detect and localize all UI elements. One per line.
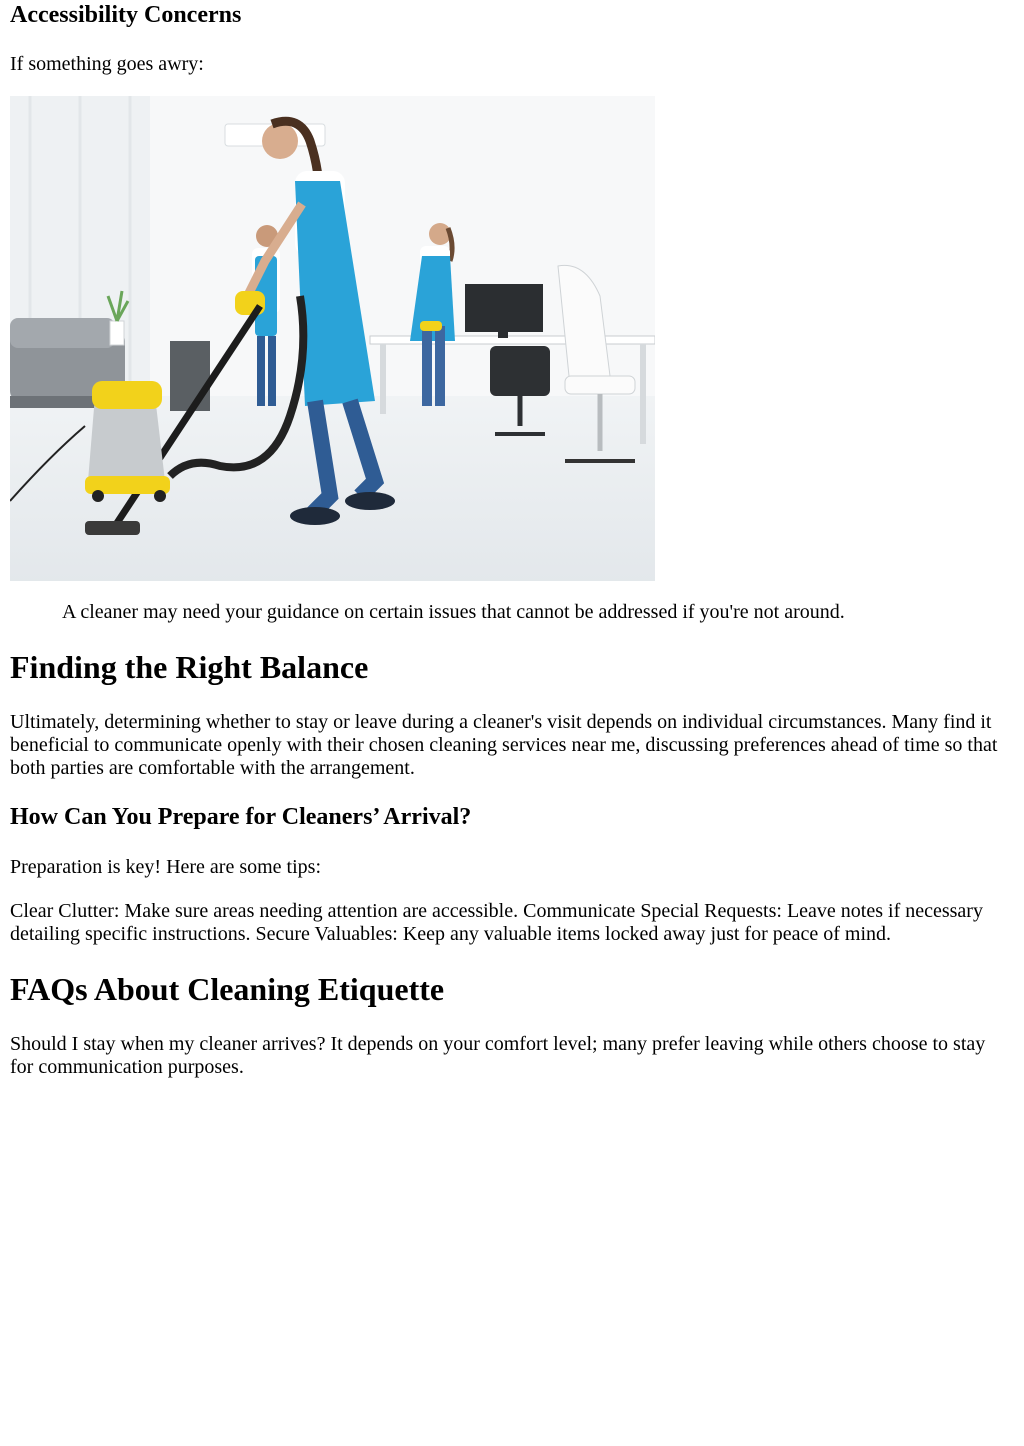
balance-heading: Finding the Right Balance xyxy=(10,649,369,685)
awry-paragraph: If something goes awry: xyxy=(10,53,204,75)
clutter-paragraph: Clear Clutter: Make sure areas needing attention are accessible. Communicate Special Requests: Leave notes if necessary detailing specific instructions. Secure Valuables: Keep any valuable items locked away just for peace of mind. xyxy=(10,900,983,945)
faq-heading: FAQs About Cleaning Etiquette xyxy=(10,971,445,1007)
accessibility-heading: Accessibility Concerns xyxy=(10,2,242,28)
balance-paragraph: Ultimately, determining whether to stay or leave during a cleaner's visit depends on individual circumstances. Many find it beneficial to communicate openly with their chosen cleaning services near me, discussing preferences ahead of time so that both parties are comfortable with the arrangement. xyxy=(10,711,998,779)
faq-paragraph: Should I stay when my cleaner arrives? It depends on your comfort level; many prefer leaving while others choose to stay for communication purposes. xyxy=(10,1033,986,1078)
office-cleaning-photo xyxy=(10,96,655,581)
tips-paragraph: Preparation is key! Here are some tips: xyxy=(10,856,322,878)
photo-illustration xyxy=(10,96,655,581)
guidance-quote: A cleaner may need your guidance on certain issues that cannot be addressed if you're not around. xyxy=(62,601,845,623)
prepare-heading: How Can You Prepare for Cleaners’ Arrival? xyxy=(10,804,472,830)
